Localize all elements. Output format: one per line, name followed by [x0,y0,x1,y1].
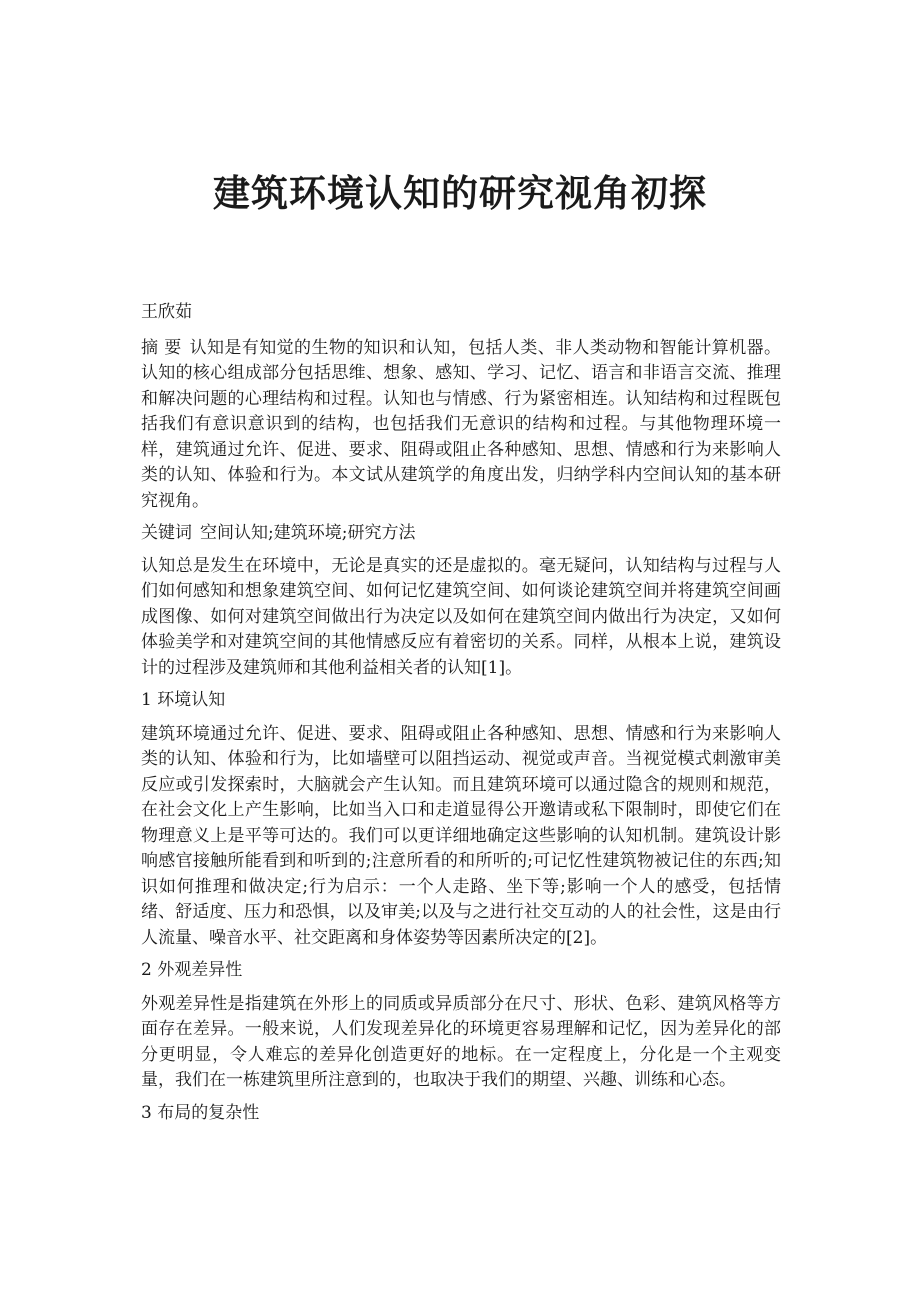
keywords-paragraph [141,521,781,547]
abstract-paragraph [141,336,781,515]
keywords-label: 关键词 [141,523,192,543]
section-text-1: 建筑环境通过允许、促进、要求、阻碍或阻止各种感知、思想、情感和行为来影响人类的认知、体验和行为，比如墙壁可以阻挡运动、视觉或声音。当视觉模式刺激审美反应或引发探索时，大脑就会产生认知。而且建筑环境可以通过隐含的规则和规范，在社会文化上产生影响，比如当入口和走道显得公开邀请或私下限制时，即使它们在物理意义上是平等可达的。我们可以更详细地确定这些影响的认知机制。建筑设计影响感官接触所能看到和听到的;注意所看的和所听的;可记忆性建筑物被记住的东西;知识如何推理和做决定;行为启示：一个人走路、坐下等;影响一个人的感受，包括情绪、舒适度、压力和恐惧，以及审美;以及与之进行社交互动的人的社会性，这是由行人流量、噪音水平、社交距离和身体姿势等因素所决定的[2]。 [141,723,781,948]
intro-paragraph: 认知总是发生在环境中，无论是真实的还是虚拟的。毫无疑问，认知结构与过程与人们如何感知和想象建筑空间、如何记忆建筑空间、如何谈论建筑空间并将建筑空间画成图像、如何对建筑空间做出行为决定以及如何在建筑空间内做出行为决定，又如何体验美学和对建筑空间的其他情感反应有着密切的关系。同样，从根本上说，建筑设计的过程涉及建筑师和其他利益相关者的认知[1]。 [141,555,781,678]
keywords-text: 空间认知;建筑环境;研究方法 [200,523,416,543]
section-heading-2: 2 外观差异性 [141,960,243,980]
abstract-label: 摘 要 [141,337,182,358]
paper-title: 建筑环境认知的研究视角初探 [213,172,707,215]
paper-body [141,300,781,1134]
abstract-text: 认知是有知觉的生物的知识和认知，包括人类、非人类动物和智能计算机器。认知的核心组成部分包括思维、想象、感知、学习、记忆、语言和非语言交流、推理和解决问题的心理结构和过程。认知也与情感、行为紧密相连。认知结构和过程既包括我们有意识意识到的结构，也包括我们无意识的结构和过程。与其他物理环境一样，建筑通过允许、促进、要求、阻碍或阻止各种感知、思想、情感和行为来影响人类的认知、体验和行为。本文试从建筑学的角度出发，归纳学科内空间认知的基本研究视角。 [141,337,782,511]
section-heading-3: 3 布局的复杂性 [141,1102,260,1123]
section-heading-1: 1 环境认知 [141,690,226,710]
section-text-2: 外观差异性是指建筑在外形上的同质或异质部分在尺寸、形状、色彩、建筑风格等方面存在差异。一般来说，人们发现差异化的环境更容易理解和记忆，因为差异化的部分更明显，令人难忘的差异化创造更好的地标。在一定程度上，分化是一个主观变量，我们在一栋建筑里所注意到的，也取决于我们的期望、兴趣、训练和心态。 [141,993,781,1090]
author-name: 王欣茹 [141,302,192,322]
